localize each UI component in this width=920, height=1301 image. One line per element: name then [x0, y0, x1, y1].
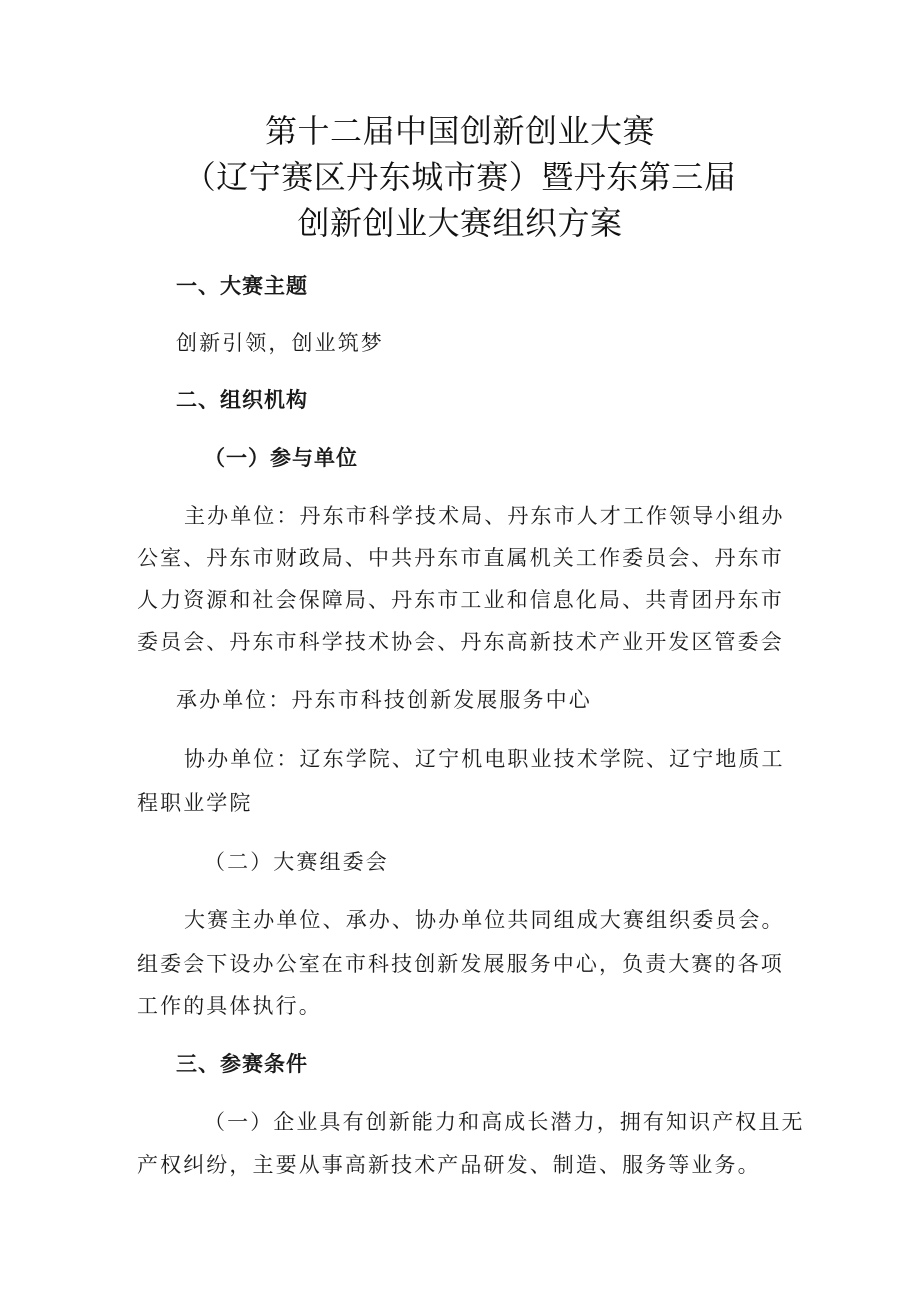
condition-1-line-1: （一）企业具有创新能力和高成长潜力，拥有知识产权且无 — [204, 1110, 805, 1134]
host-units-line-4: 委员会、丹东市科学技术协会、丹东高新技术产业开发区管委会 — [137, 630, 784, 654]
section-heading-theme: 一、大赛主题 — [176, 274, 308, 298]
organizer-unit-line: 承办单位：丹东市科技创新发展服务中心 — [176, 688, 592, 712]
committee-line-2: 组委会下设办公室在市科技创新发展服务中心，负责大赛的各项 — [137, 952, 784, 976]
section-heading-conditions: 三、参赛条件 — [176, 1052, 308, 1076]
subheading-participants: （一）参与单位 — [204, 446, 358, 470]
condition-1-line-2: 产权纠纷，主要从事高新技术产品研发、制造、服务等业务。 — [137, 1153, 761, 1177]
theme-text: 创新引领，创业筑梦 — [176, 331, 384, 355]
host-units-line-1: 主办单位：丹东市科学技术局、丹东市人才工作领导小组办 — [184, 504, 785, 528]
committee-line-3: 工作的具体执行。 — [137, 994, 322, 1018]
section-heading-organization: 二、组织机构 — [176, 388, 308, 412]
co-organizer-line-2: 程职业学院 — [137, 791, 253, 815]
host-units-line-2: 公室、丹东市财政局、中共丹东市直属机关工作委员会、丹东市 — [137, 546, 784, 570]
document-title — [0, 108, 920, 246]
host-units-line-3: 人力资源和社会保障局、丹东市工业和信息化局、共青团丹东市 — [137, 588, 784, 612]
subheading-committee: （二）大赛组委会 — [204, 850, 389, 874]
title-line-1: 第十二届中国创新创业大赛 — [264, 112, 655, 150]
co-organizer-line-1: 协办单位：辽东学院、辽宁机电职业技术学院、辽宁地质工 — [184, 747, 785, 771]
committee-line-1: 大赛主办单位、承办、协办单位共同组成大赛组织委员会。 — [184, 908, 785, 932]
title-line-2: （辽宁赛区丹东城市赛）暨丹东第三届 — [183, 158, 737, 196]
title-line-3: 创新创业大赛组织方案 — [297, 204, 623, 242]
